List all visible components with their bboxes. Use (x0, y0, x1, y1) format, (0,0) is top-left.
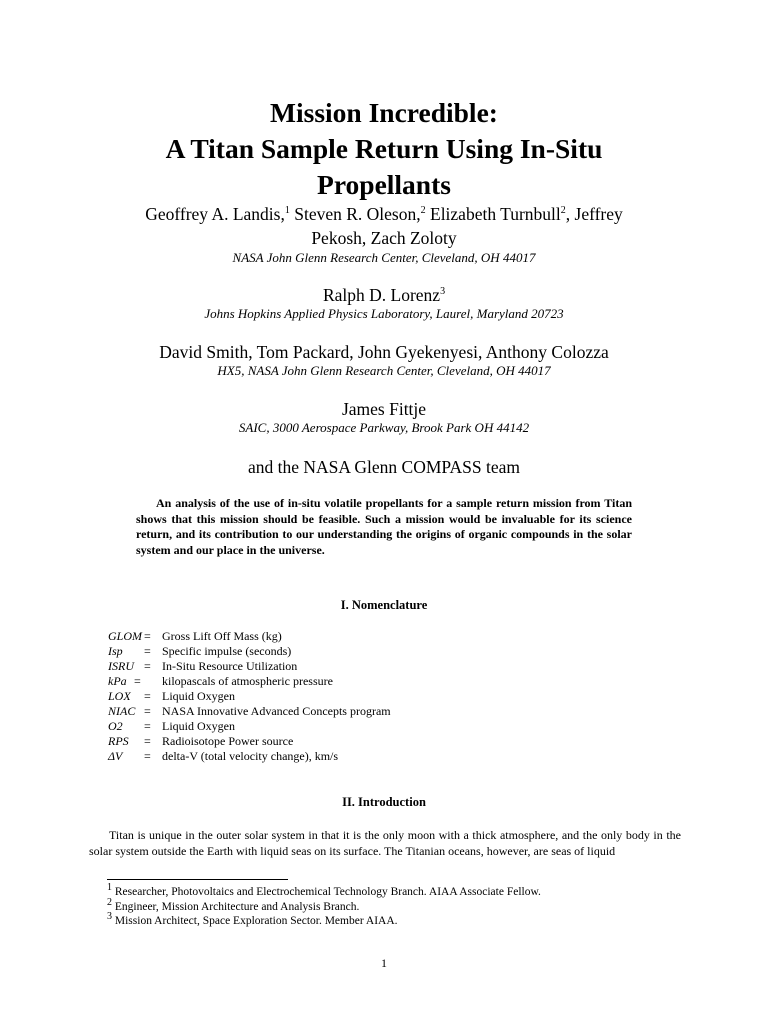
title-line-2: A Titan Sample Return Using In-Situ (165, 133, 603, 164)
footnote-3-num: 3 (107, 911, 112, 923)
footnote-3-text: Mission Architect, Space Exploration Sector. Member AIAA. (112, 915, 398, 927)
affiliation-group4: SAIC, 3000 Aerospace Parkway, Brook Park OH 44142 (238, 420, 530, 435)
title-line-1: Mission Incredible: (270, 97, 498, 128)
nom-term: RPS (108, 734, 129, 748)
footnote-2 (107, 896, 541, 915)
team-line: and the NASA Glenn COMPASS team (247, 457, 521, 477)
author-landis: Geoffrey A. Landis, (145, 204, 285, 224)
nom-term: ISRU (108, 659, 134, 673)
authors-group1-line1 (0, 202, 768, 226)
nom-term: LOX (108, 689, 131, 703)
authors-group1-line2: Pekosh, Zach Zoloty (311, 228, 457, 248)
nom-eq: = (144, 659, 151, 673)
author-turnbull: Elizabeth Turnbull (425, 204, 561, 224)
nom-def: Liquid Oxygen (162, 689, 235, 703)
author-jeffrey: , Jeffrey (565, 204, 623, 224)
author-oleson: Steven R. Oleson, (289, 204, 421, 224)
introduction-heading: II. Introduction (342, 795, 426, 809)
nom-eq: = (144, 704, 151, 718)
nom-def: Specific impulse (seconds) (162, 644, 292, 658)
nom-term: kPa (108, 674, 127, 688)
footnote-2-text: Engineer, Mission Architecture and Analysis Branch. (112, 900, 360, 913)
authors-group4: James Fittje (341, 399, 427, 419)
introduction-text: Titan is unique in the outer solar system in that it is the only moon with a thick atmosphere, and the only body in the solar system outside the Earth with liquid seas on its surface. The Titanian oceans, however, are seas of liquid (89, 828, 681, 858)
nom-def: NASA Innovative Advanced Concepts program (162, 704, 391, 718)
footnote-1 (107, 882, 541, 900)
author-lorenz: Ralph D. Lorenz (322, 285, 441, 305)
nom-term: Isp (108, 644, 123, 658)
nom-def: Gross Lift Off Mass (kg) (162, 629, 282, 643)
author-sup-2b: 2 (560, 205, 566, 217)
footnote-1-num: 1 (107, 882, 112, 894)
abstract: An analysis of the use of in-situ volatile propellants for a sample return mission from Titan shows that this mission should be feasible. Such a mission would be invaluable for its science return, and its contribution to our understanding the origins of organic compounds in the solar system and our place in the universe. (136, 496, 632, 557)
title-line-3: Propellants (317, 169, 451, 200)
author-sup-3: 3 (440, 286, 446, 298)
authors-group3: David Smith, Tom Packard, John Gyekenyesi, Anthony Colozza (159, 342, 609, 362)
author-sup-2: 2 (420, 205, 426, 217)
footnote-2-num: 2 (107, 896, 112, 908)
affiliation-group2: Johns Hopkins Applied Physics Laboratory, Laurel, Maryland 20723 (204, 306, 564, 321)
nom-def: kilopascals of atmospheric pressure (162, 674, 333, 688)
nom-eq: = (144, 644, 151, 658)
nom-def: Liquid Oxygen (162, 719, 235, 733)
footnote-3 (107, 911, 541, 929)
nom-eq: = (144, 689, 151, 703)
nom-term: ΔV (108, 749, 123, 763)
nom-eq: = (134, 674, 141, 688)
authors-group2 (0, 283, 768, 307)
footnotes (107, 882, 541, 929)
nom-term: NIAC (108, 704, 136, 718)
paper-title (0, 95, 768, 203)
nom-term: O2 (108, 719, 123, 733)
author-sup-1: 1 (284, 205, 290, 217)
nom-def: Radioisotope Power source (162, 734, 294, 748)
nom-def: delta-V (total velocity change), km/s (162, 749, 339, 763)
nom-term: GLOM (108, 629, 143, 643)
nom-eq: = (144, 629, 151, 643)
nom-eq: = (144, 749, 151, 763)
affiliation-group1: NASA John Glenn Research Center, Cleveland, OH 44017 (232, 250, 536, 265)
footnote-1-text: Researcher, Photovoltaics and Electrochemical Technology Branch. AIAA Associate Fellow. (112, 886, 541, 898)
nom-eq: = (144, 719, 151, 733)
nomenclature-heading: I. Nomenclature (340, 598, 428, 612)
page-number: 1 (381, 956, 387, 970)
footnote-rule (107, 879, 288, 880)
nom-eq: = (144, 734, 151, 748)
nom-def: In-Situ Resource Utilization (162, 659, 298, 673)
affiliation-group3: HX5, NASA John Glenn Research Center, Cleveland, OH 44017 (217, 363, 551, 378)
